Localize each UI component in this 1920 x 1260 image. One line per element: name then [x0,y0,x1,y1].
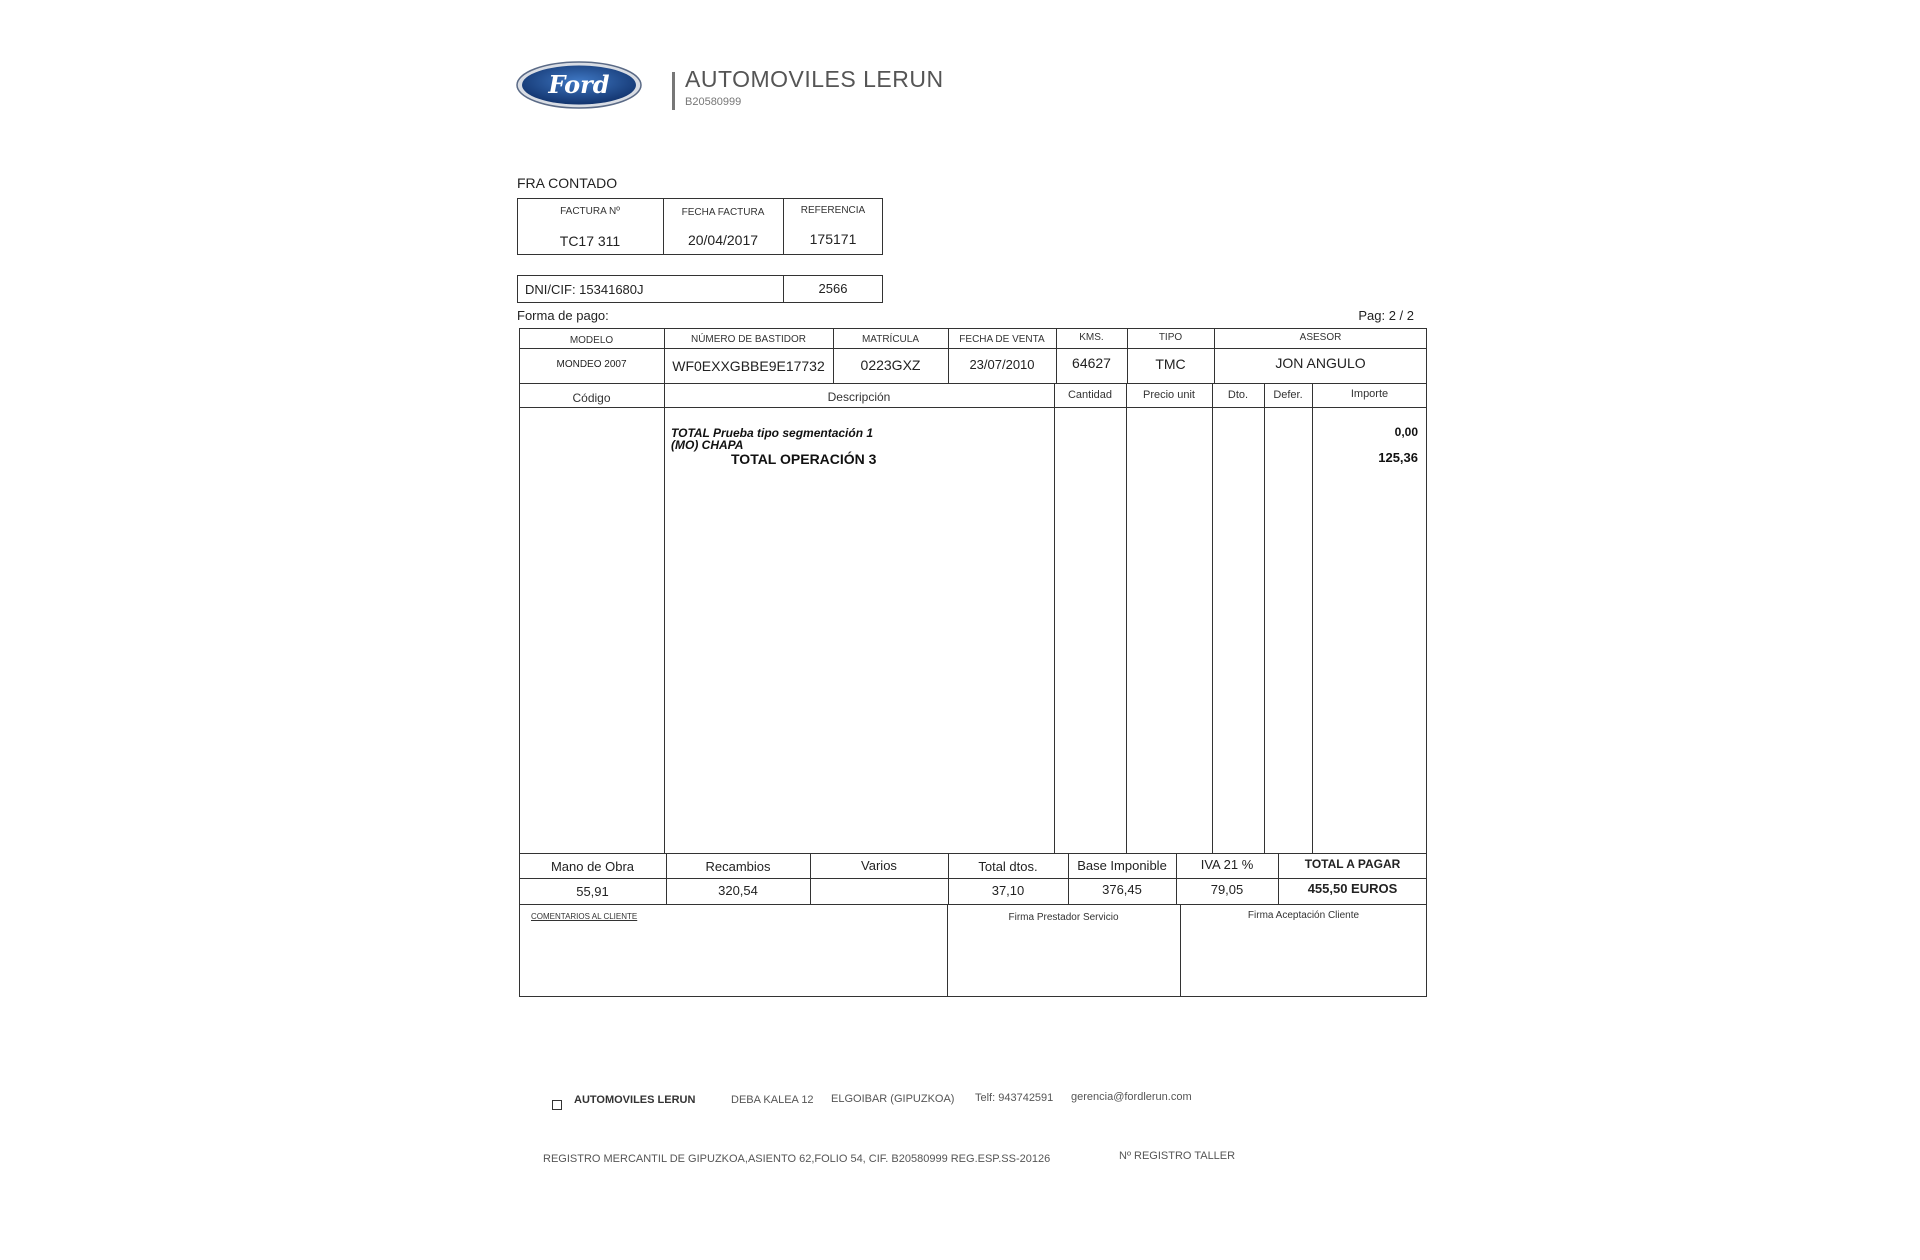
misc-label: Varios [861,858,897,873]
invoice-date: 20/04/2017 [687,232,759,248]
invoice-number: TC17 311 [559,233,621,249]
vehicle-sale-date: 23/07/2010 [969,357,1035,372]
operation-total-amount: 125,36 [1378,450,1418,465]
footer-city: ELGOIBAR (GIPUZKOA) [831,1093,955,1105]
divider [1312,383,1313,853]
customer-comments-label: COMENTARIOS AL CLIENTE [531,912,638,921]
footer-email: gerencia@fordlerun.com [1071,1091,1192,1103]
divider [519,407,1427,408]
brand-divider [672,72,675,110]
total-due-amount: 455,50 EUROS [1307,881,1398,896]
provider-signature-label: Firma Prestador Servicio [1008,912,1119,923]
line-item-amount: 0,00 [1394,425,1418,439]
divider [1126,383,1127,853]
labor-amount: 55,91 [576,884,609,899]
ford-logo-text: Ford [548,70,610,99]
description-column-header: Descripción [827,390,891,404]
divider [519,853,1427,854]
divider [519,904,1427,905]
advisor-label: ASESOR [1299,332,1342,343]
sale-date-label: FECHA DE VENTA [959,334,1045,345]
quantity-column-header: Cantidad [1067,389,1113,401]
deferred-column-header: Defer. [1273,389,1303,401]
kms-label: KMS. [1079,332,1104,343]
code-column-header: Código [572,391,611,405]
invoice-number-label: FACTURA Nº [560,206,620,217]
company-cif: B20580999 [685,96,742,108]
client-signature-label: Firma Aceptación Cliente [1247,910,1360,921]
tax-base-label: Base Imponible [1077,858,1167,873]
divider [519,348,1427,349]
payment-method-label: Forma de pago: [517,308,609,323]
tax-base-amount: 376,45 [1102,882,1142,897]
invoice-reference: 175171 [809,231,857,247]
divider [1054,383,1055,853]
page-number: Pag: 2 / 2 [1358,308,1414,323]
footer-phone: Telf: 943742591 [975,1092,1054,1104]
vehicle-kms: 64627 [1072,355,1111,371]
labor-label: Mano de Obra [550,859,635,874]
vehicle-model: MONDEO 2007 [556,359,627,370]
footer-company-name: AUTOMOVILES LERUN [574,1094,696,1106]
customer-code: 2566 [818,281,848,296]
vehicle-advisor: JON ANGULO [1275,355,1366,371]
vehicle-chassis: WF0EXXGBBE9E17732 [672,358,825,374]
footer-address: DEBA KALEA 12 [731,1094,814,1106]
discount-column-header: Dto. [1227,389,1249,401]
parts-label: Recambios [705,859,771,874]
company-name: AUTOMOVILES LERUN [685,66,944,92]
ford-logo [515,60,643,110]
model-label: MODELO [569,335,614,346]
vehicle-plate: 0223GXZ [860,357,921,373]
footer-registry: REGISTRO MERCANTIL DE GIPUZKOA,ASIENTO 62,FOLIO 54, CIF. B20580999 REG.ESP.SS-20126 [543,1153,1051,1165]
invoice-ref-label: REFERENCIA [800,205,866,216]
line-item-description: TOTAL Prueba tipo segmentación 1 [671,426,874,440]
vat-amount: 79,05 [1210,882,1244,897]
vat-label: IVA 21 % [1200,857,1254,872]
divider [1264,383,1265,853]
unit-price-column-header: Precio unit [1143,389,1195,401]
vehicle-type: TMC [1155,356,1186,372]
invoice-date-label: FECHA FACTURA [681,207,765,218]
divider [519,383,1427,384]
divider [664,383,665,853]
parts-amount: 320,54 [718,883,758,898]
document-type: FRA CONTADO [517,175,618,191]
operation-total-description: TOTAL OPERACIÓN 3 [731,451,877,467]
discounts-amount: 37,10 [991,883,1025,898]
divider [519,878,1427,879]
divider [1212,383,1213,853]
line-item-subdescription: (MO) CHAPA [671,438,744,452]
total-due-label: TOTAL A PAGAR [1304,857,1401,871]
customer-dni: DNI/CIF: 15341680J [525,282,644,297]
chassis-label: NÚMERO DE BASTIDOR [690,334,806,345]
amount-column-header: Importe [1350,388,1389,400]
discounts-label: Total dtos. [978,859,1038,874]
footer-workshop-registry: Nº REGISTRO TALLER [1119,1150,1236,1162]
type-label: TIPO [1158,332,1183,343]
checkbox-icon [552,1100,562,1110]
plate-label: MATRÍCULA [861,334,920,345]
